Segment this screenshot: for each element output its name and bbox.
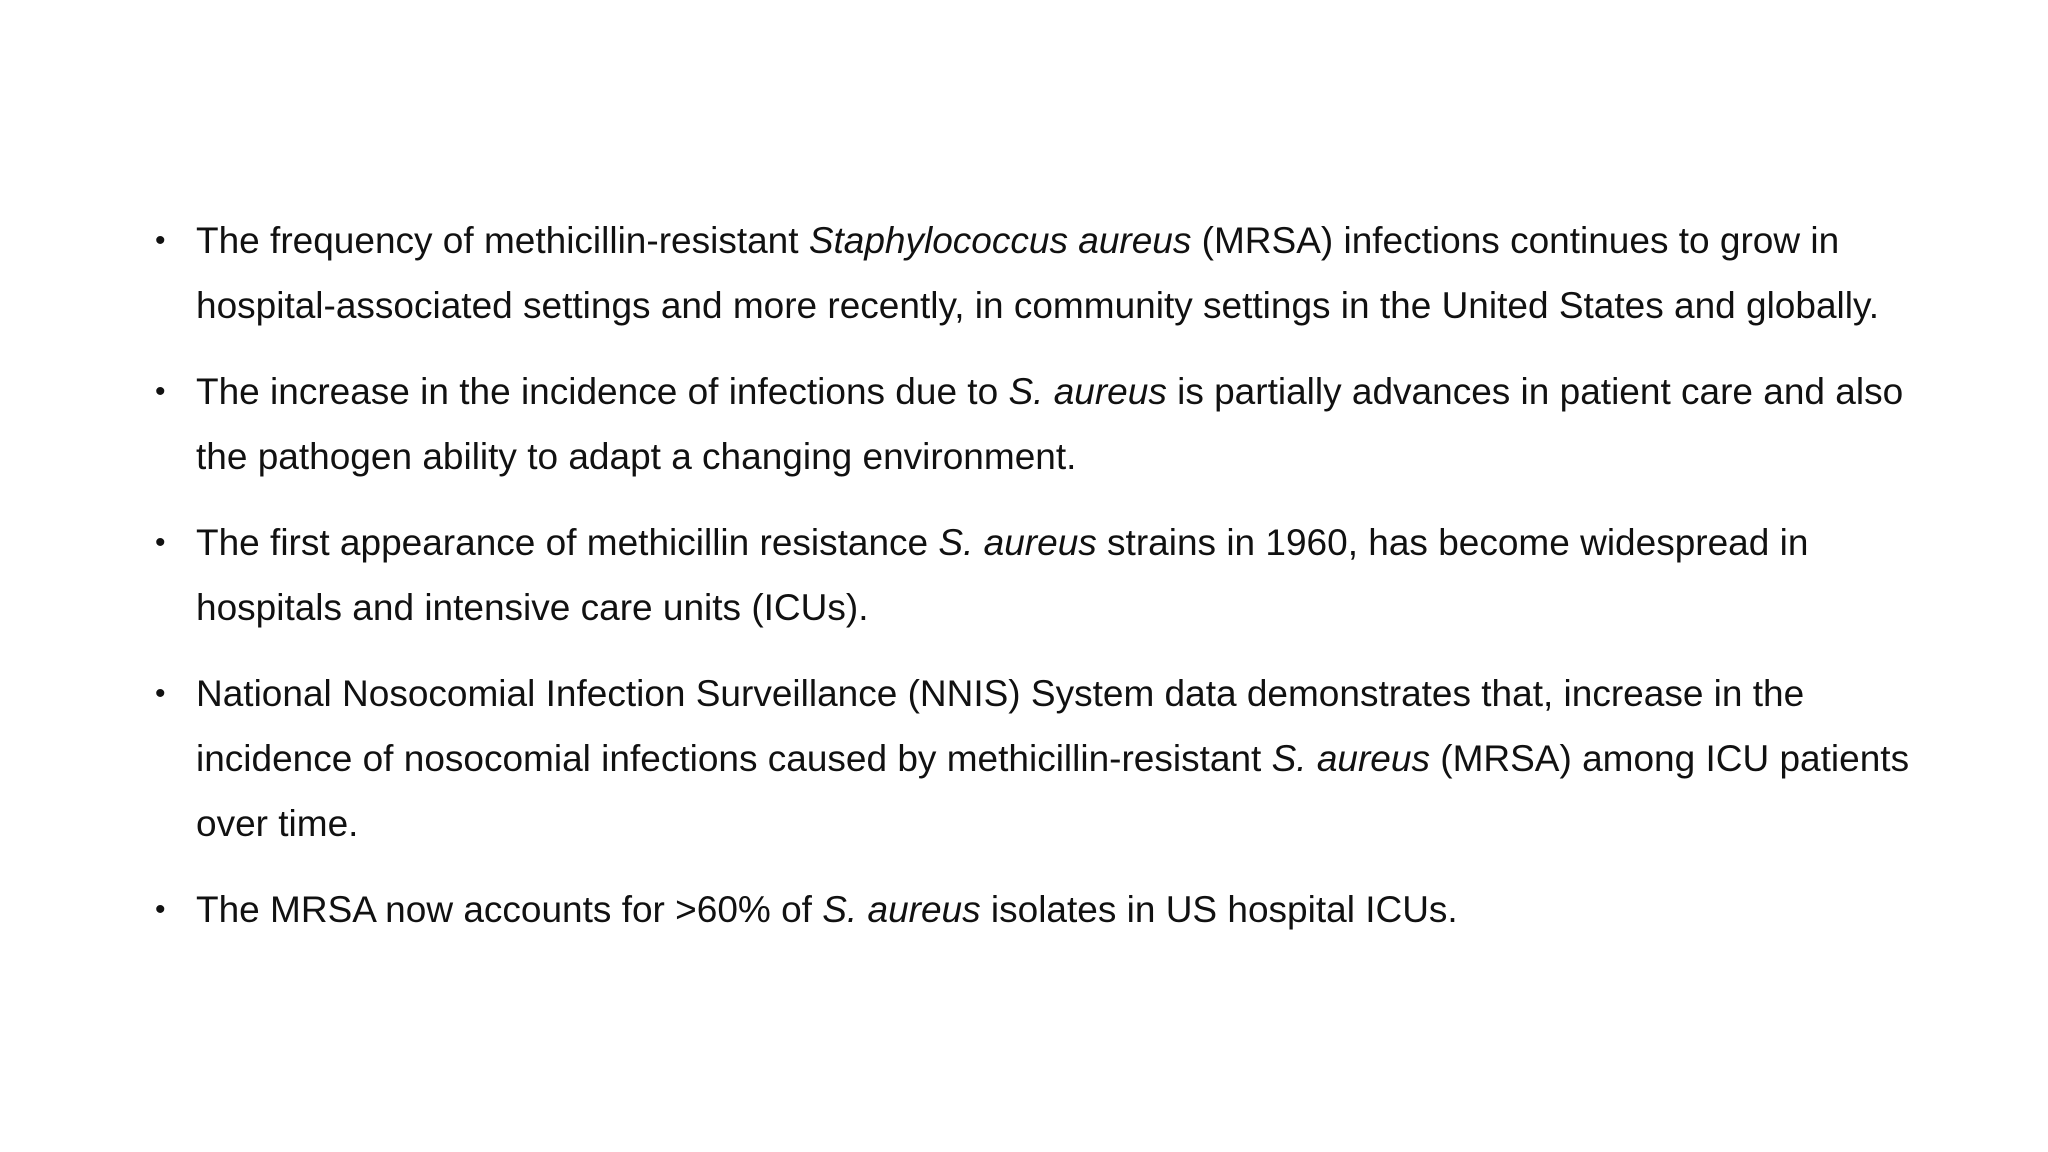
species-name-italic: S. aureus xyxy=(822,889,981,930)
bullet-text-segment: National Nosocomial Infection Surveillance (NNIS) System data demonstrates that, increase in the incidence of nosocomial infections caused by methicillin-resistant xyxy=(196,673,1805,779)
bullet-item xyxy=(155,510,1915,640)
bullet-marker: • xyxy=(155,677,166,710)
bullet-text-segment: is partially advances in patient care and also the pathogen ability to adapt a changing environment. xyxy=(196,371,1904,477)
bullet-text-segment: The MRSA now accounts for >60% of xyxy=(196,889,823,930)
bullet-item xyxy=(155,208,1915,338)
bullet-marker: • xyxy=(155,526,166,559)
bullet-text-segment: (MRSA) among ICU patients over time. xyxy=(196,738,1910,844)
bullet-text-segment: isolates in US hospital ICUs. xyxy=(980,889,1458,930)
bullet-text-segment: The frequency of methicillin-resistant xyxy=(196,220,809,261)
bullet-list xyxy=(155,208,1915,942)
bullet-marker: • xyxy=(155,375,166,408)
species-name-italic: S. aureus xyxy=(938,522,1097,563)
species-name-italic: S. aureus xyxy=(1271,738,1430,779)
bullet-text-segment: The first appearance of methicillin resistance xyxy=(196,522,939,563)
bullet-item xyxy=(155,359,1915,489)
bullet-marker: • xyxy=(155,893,166,926)
bullet-item xyxy=(155,661,1915,856)
species-name-italic: S. aureus xyxy=(1008,371,1167,412)
bullet-text-segment: The increase in the incidence of infections due to xyxy=(196,371,1009,412)
bullet-text-segment: (MRSA) infections continues to grow in hospital-associated settings and more recently, in community settings in the United States and globally. xyxy=(196,220,1880,326)
bullet-item xyxy=(155,877,1915,942)
bullet-text-segment: strains in 1960, has become widespread in hospitals and intensive care units (ICUs). xyxy=(196,522,1809,628)
bullet-marker: • xyxy=(155,224,166,257)
species-name-italic: Staphylococcus aureus xyxy=(808,220,1192,261)
